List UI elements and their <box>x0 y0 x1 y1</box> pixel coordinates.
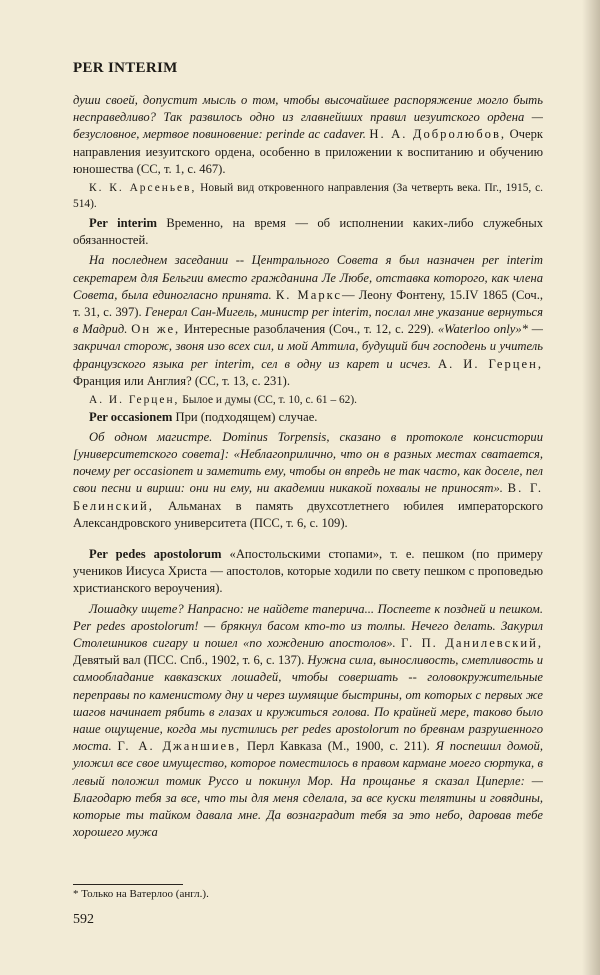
entry-definition: «Апостольскими стопами», т. е. пешком (по примеру учеников Иисуса Христа — апостолов, которые ходили по свету пешком с проповедью христианского вероучения). <box>73 546 543 596</box>
entry-headword: Per pedes apostolorum <box>89 546 222 561</box>
reference-line <box>73 181 543 212</box>
entry-headword: Per occasionem <box>89 409 173 424</box>
continued-quote-para <box>73 92 543 178</box>
quote-author: К. Маркс <box>275 287 343 302</box>
quote-para <box>73 429 543 532</box>
entry-per-interim <box>73 215 543 249</box>
entry-per-pedes-apostolorum <box>73 546 543 598</box>
quote-source: Франция или Англия? (СС, т. 13, с. 231). <box>73 373 290 388</box>
quote-source: Перл Кавказа (М., 1900, с. 211). <box>247 739 430 754</box>
quote-text: души своей, допустит мысль о том, чтобы высочайшее распоряжение могло быть несправедливо? Так развилось одно из главнейших правил иезуитского ордена — безусловное, мертвое повиновение: perinde ac cadaver. <box>73 93 543 142</box>
quote-text: На последнем заседании -- Центрального Совета я был назначен per interim секретарем для Бельгии вместо гражданина Ле Любе, отставка которого, как члена Совета, была единогласно принята. <box>73 253 543 302</box>
quote-author: В. Г. Белинский, <box>73 481 543 513</box>
footnote: * Только на Ватерлоо (англ.). <box>73 888 209 900</box>
entry-definition: При (подходящем) случае. <box>175 409 318 424</box>
ref-author: А. И. Герцен, <box>89 394 180 407</box>
quote-source: Интересные разоблачения (Соч., т. 12, с. 229). <box>184 322 434 337</box>
quote-author: А. И. Герцен, <box>437 356 543 371</box>
ref-author: К. К. Арсеньев, <box>89 182 197 195</box>
quote-author: Он же, <box>131 322 181 337</box>
quote-text: Я поспешил домой, уложил все свое имущество, которое поместилось в правом кармане моего сюртука, в левый положил томик Руссо и покинул Мор. На прощанье я сказал Циперле: — Благодарю тебя за все, что ты для меня сделала, за все куски телятины и говядины, которые ты тайком давала мне. Да вознаградит тебя за это небо, даровав тебе хорошего мужа <box>73 739 543 840</box>
running-head: PER INTERIM <box>73 60 178 76</box>
quote-source: — Леону Фонтену, 15.IV 1865 (Соч., т. 31, с. 397). <box>73 287 543 320</box>
footnote-rule <box>73 884 183 885</box>
quote-source: Девятый вал (ПСС. Спб., 1902, т. 6, с. 137). <box>73 653 305 668</box>
quote-text: Лошадку ищете? Напрасно: не найдете таперича... Поспеете к поздней и пешком. Per pedes apostolorum! — брякнул басом кто-то из толпы. Нечего делать. Закурил Столешников сигару и пошел «по хождению апостолов». <box>73 601 543 650</box>
quote-text: «Waterloo only»* — закричал сторож, звоня изо всех сил, и мой Аттила, будущий бич господень и учитель французского языка per interim, сел в одну из карет и исчез. <box>73 322 543 371</box>
ref-source: Былое и думы (СС, т. 10, с. 61 – 62). <box>182 394 358 407</box>
quote-author: Г. А. Джаншиев, <box>117 739 242 754</box>
quote-source: Альманах в память двухсотлетнего юбилея императорского Александровского университета (ПСС, т. 6, с. 109). <box>73 498 543 530</box>
page-number: 592 <box>73 912 94 927</box>
entry-per-occasionem <box>73 409 543 426</box>
quote-para <box>73 601 543 842</box>
entry-definition: Временно, на время — об исполнении каких-либо служебных обязанностей. <box>73 216 543 248</box>
quote-text: Нужна сила, выносливость, сметливость и самообладание кавказских лошадей, чтобы совершать -- головокружительные переправы по каменистому дну и через шумящие быстрины, от которых с первых же шагов начинает рябить в глазах и кружиться голова. По крайней мере, таково было наше ощущение, когда мы пустились per pedes apostolorum по бревнам разрушенного моста. <box>73 653 543 754</box>
quote-source: Очерк направления иезуитского ордена, особенно в приложении к воспитанию и обучению юношества (СС, т. 1, с. 467). <box>73 127 544 176</box>
quote-author: Н. А. Добролюбов, <box>369 127 507 142</box>
entry-headword: Per interim <box>89 216 157 231</box>
quote-text: Об одном магистре. Dominus Torpensis, сказано в протоколе консистории [университетского совета]: «Неблагоприлично, что он в разных местах сватается, почему per occasionem и заметить ему, чтобы он впредь не так часто, как доселе, пел свои песни и вирши: они ни ему, ни академии никакой похвалы не приносят». <box>73 429 543 496</box>
reference-line <box>73 393 543 409</box>
quote-para <box>73 252 543 390</box>
ref-source: Новый вид откровенного направления (За четверть века. Пг., 1915, с. 514). <box>73 182 543 210</box>
quote-author: Г. П. Данилевский, <box>401 635 543 650</box>
page-body <box>73 92 543 841</box>
page-edge-shadow <box>582 0 600 975</box>
quote-text: Генерал Сан-Мигель, министр per interim, послал мне указание вернуться в Мадрид. <box>73 305 543 337</box>
